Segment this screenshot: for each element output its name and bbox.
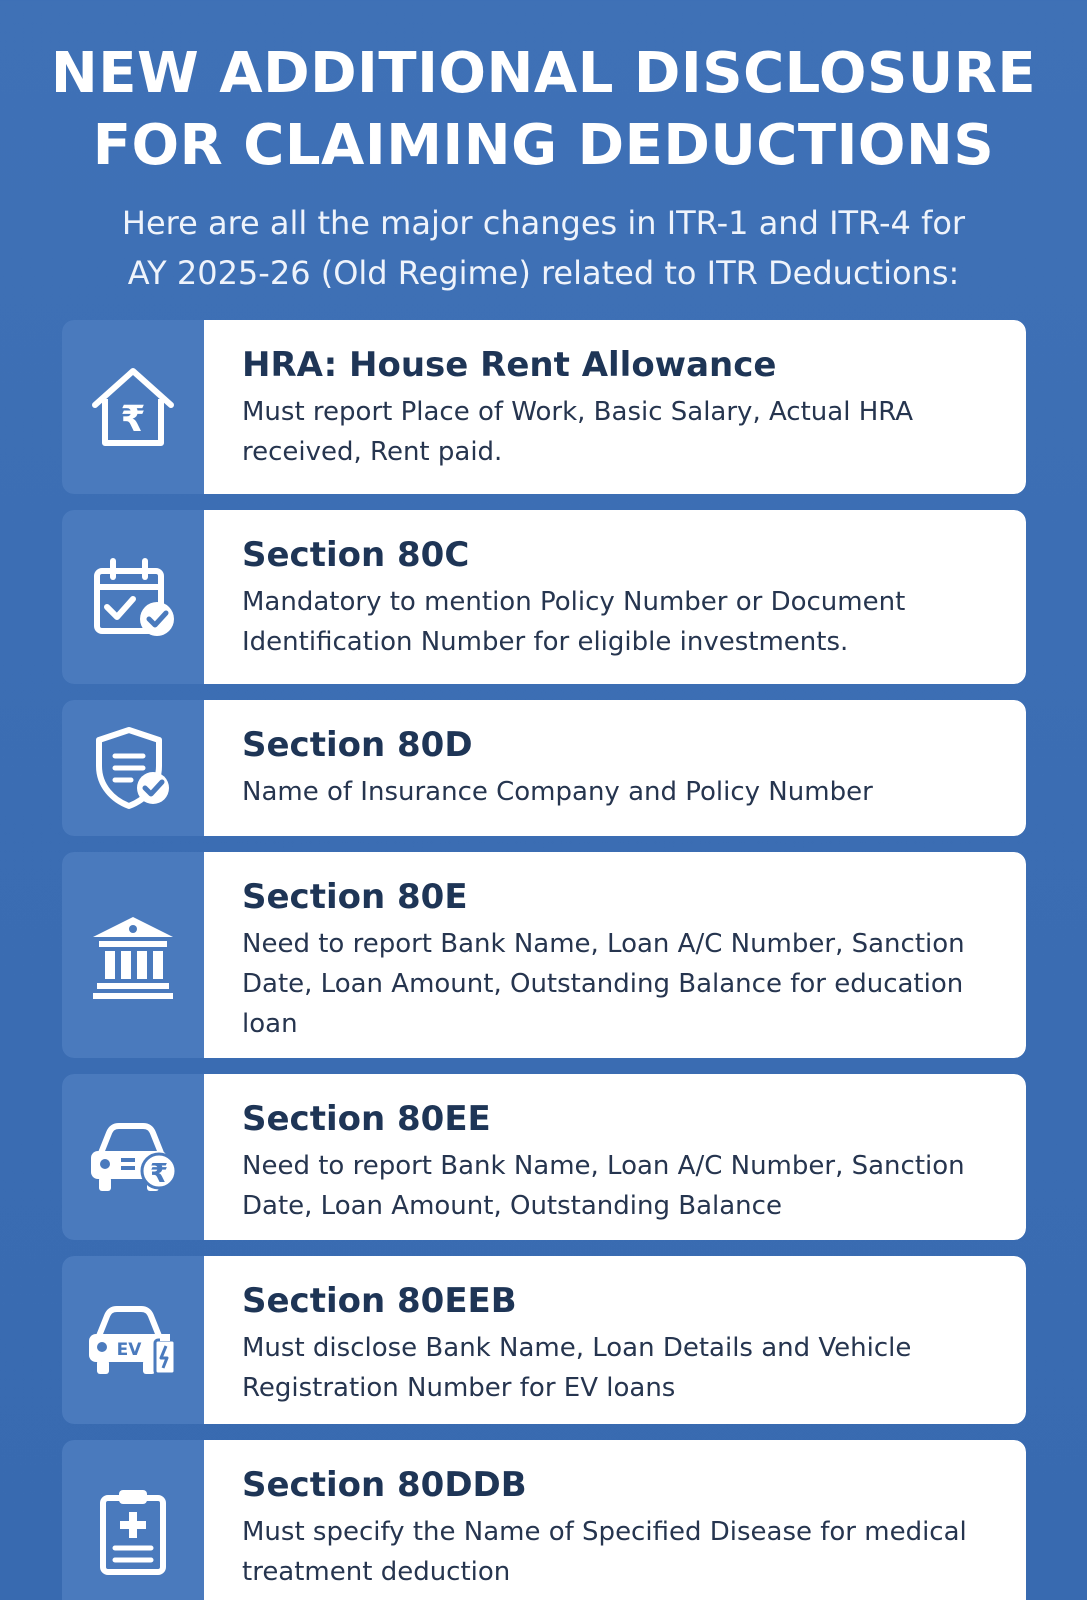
card-text: Must report Place of Work, Basic Salary, Actual HRA received, Rent paid. [242,397,914,467]
card-text: Need to report Bank Name, Loan A/C Number, Sanction Date, Loan Amount, Outstanding Balance [242,1151,965,1221]
card-title: Section 80EE [242,1099,491,1139]
card-title: Section 80E [242,877,468,917]
svg-text:₹: ₹ [149,1159,169,1189]
shield-check-icon [85,720,181,816]
subtitle-line-1: Here are all the major changes in ITR-1 and ITR-4 for [121,204,966,242]
card-80d [62,700,1026,836]
card-title: Section 80DDB [242,1465,527,1505]
card-icon-panel [62,320,204,494]
card-title: Section 80C [242,535,470,575]
card-80c [62,510,1026,684]
card-body [204,1074,1026,1240]
car-rupee-icon [85,1109,181,1205]
card-body [204,1440,1026,1600]
card-title: Section 80EEB [242,1281,517,1321]
card-icon-panel [62,700,204,836]
card-body [204,852,1026,1058]
card-body [204,320,1026,494]
page-subtitle [0,198,1087,298]
card-80e [62,852,1026,1058]
house-rupee-icon [85,359,181,455]
card-text: Need to report Bank Name, Loan A/C Number, Sanction Date, Loan Amount, Outstanding Balance for education loan [242,929,965,1039]
card-80ee [62,1074,1026,1240]
bank-icon [85,907,181,1003]
card-text: Must disclose Bank Name, Loan Details and Vehicle Registration Number for EV loans [242,1333,912,1403]
page-title [0,38,1087,182]
card-text: Must specify the Name of Specified Disease for medical treatment deduction [242,1517,967,1587]
card-icon-panel [62,1074,204,1240]
title-line-2: FOR CLAIMING DEDUCTIONS [92,113,995,178]
card-body [204,510,1026,684]
card-body [204,700,1026,836]
card-title: HRA: House Rent Allowance [242,345,777,385]
title-line-1: NEW ADDITIONAL DISCLOSURE [50,41,1037,106]
card-icon-panel [62,852,204,1058]
card-80ddb [62,1440,1026,1600]
card-text: Name of Insurance Company and Policy Number [242,777,873,807]
card-text: Mandatory to mention Policy Number or Document Identification Number for eligible investments. [242,587,906,657]
svg-text:EV: EV [116,1340,142,1360]
card-icon-panel [62,1256,204,1424]
card-body [204,1256,1026,1424]
svg-text:₹: ₹ [120,399,146,440]
calendar-check-icon [85,549,181,645]
card-title: Section 80D [242,725,473,765]
ev-car-icon [85,1292,181,1388]
clipboard-medical-icon [85,1482,181,1578]
card-80eeb [62,1256,1026,1424]
subtitle-line-2: AY 2025-26 (Old Regime) related to ITR Deductions: [127,254,960,292]
card-icon-panel [62,510,204,684]
card-hra [62,320,1026,494]
card-icon-panel [62,1440,204,1600]
